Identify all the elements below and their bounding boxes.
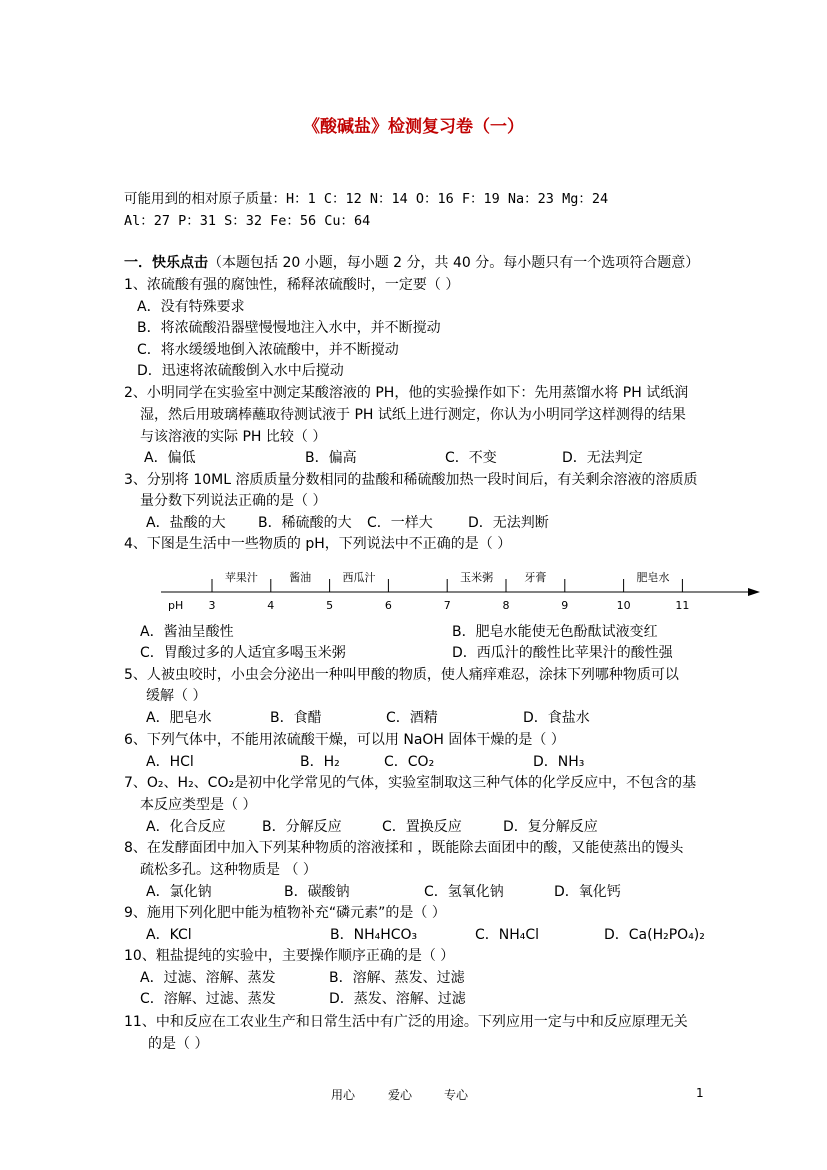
ph-axis-arrow <box>748 588 760 596</box>
question-6-option-b: B．H₂ <box>300 754 340 770</box>
section-heading-row <box>124 254 699 272</box>
ph-tick-label: 9 <box>561 599 569 612</box>
question-7-line2: 本反应类型是（ ） <box>140 797 257 813</box>
atomic-masses-line2: Al：27 P：31 S：32 Fe：56 Cu：64 <box>124 213 371 229</box>
question-1-option-d: D．迅速将浓硫酸倒入水中后搅动 <box>137 363 344 379</box>
question-5-option-c: C．酒精 <box>386 710 438 726</box>
section-note: （本题包括 20 小题，每小题 2 分，共 40 分。每小题只有一个选项符合题意） <box>208 255 700 271</box>
question-1-option-a: A．没有特殊要求 <box>137 299 245 315</box>
question-4-option-c: C．胃酸过多的人适宜多喝玉米粥 <box>140 645 346 661</box>
question-6-stem: 6、下列气体中，不能用浓硫酸干燥，可以用 NaOH 固体干燥的是（ ） <box>124 732 565 748</box>
ph-tick-label: 11 <box>675 599 690 612</box>
footer-text-mid: 爱心 <box>388 1088 413 1102</box>
ph-tick-label: 3 <box>208 599 216 612</box>
question-5-option-d: D．食盐水 <box>523 710 590 726</box>
question-11-line1: 11、中和反应在工农业生产和日常生活中有广泛的用途。下列应用一定与中和反应原理无关 <box>124 1014 688 1030</box>
question-7-option-a: A．化合反应 <box>146 819 226 835</box>
question-4-option-d: D．西瓜汁的酸性比苹果汁的酸性强 <box>452 645 673 661</box>
question-2-option-a: A．偏低 <box>144 450 196 466</box>
page-number: 1 <box>696 1086 704 1100</box>
question-7-option-b: B．分解反应 <box>262 819 342 835</box>
question-9-option-a: A．KCl <box>146 927 192 943</box>
question-10-option-a: A．过滤、溶解、蒸发 <box>140 970 276 986</box>
question-9-option-b: B．NH₄HCO₃ <box>330 927 418 943</box>
question-7-line1: 7、O₂、H₂、CO₂是初中化学常见的气体，实验室制取这三种气体的化学反应中，不包含的基 <box>124 775 697 791</box>
ph-substance-label: 牙膏 <box>524 571 547 584</box>
question-3-option-d: D．无法判断 <box>468 515 549 531</box>
question-5-line2: 缓解（ ） <box>146 688 207 704</box>
ph-substance-label: 酱油 <box>289 571 312 584</box>
question-4-option-b: B．肥皂水能使无色酚酞试液变红 <box>452 624 658 640</box>
question-2-line2: 湿，然后用玻璃棒蘸取待测试液于 PH 试纸上进行测定，你认为小明同学这样测得的结果 <box>140 407 686 423</box>
question-4-stem: 4、下图是生活中一些物质的 pH，下列说法中不正确的是（ ） <box>124 536 512 552</box>
question-6-option-d: D．NH₃ <box>533 754 585 770</box>
question-2-line3: 与该溶液的实际 PH 比较（ ） <box>140 429 327 445</box>
ph-tick-label: 6 <box>384 599 392 612</box>
atomic-masses-line1: 可能用到的相对原子质量：H：1 C：12 N：14 O：16 F：19 Na：23 Mg：24 <box>124 191 609 207</box>
question-1-option-c: C．将水缓缓地倒入浓硫酸中，并不断搅动 <box>137 342 399 358</box>
question-5-option-b: B．食醋 <box>270 710 322 726</box>
question-4-option-a: A．酱油呈酸性 <box>140 624 234 640</box>
question-3-line2: 量分数下列说法正确的是（ ） <box>140 493 327 509</box>
ph-substance-label: 肥皂水 <box>636 571 670 584</box>
page-title: 《酸碱盐》检测复习卷（一） <box>303 117 524 137</box>
question-7-option-c: C．置换反应 <box>382 819 462 835</box>
ph-tick-label: 10 <box>616 599 631 612</box>
question-3-option-b: B．稀硫酸的大 <box>258 515 352 531</box>
question-8-option-c: C．氢氧化钠 <box>424 884 504 900</box>
footer-text-left: 用心 <box>331 1088 356 1102</box>
question-2-option-d: D．无法判定 <box>562 450 643 466</box>
question-3-line1: 3、分别将 10ML 溶质质量分数相同的盐酸和稀硫酸加热一段时间后，有关剩余溶液的溶质质 <box>124 472 698 488</box>
question-8-line2: 疏松多孔。这种物质是 （ ） <box>140 862 317 878</box>
question-9-option-d: D．Ca(H₂PO₄)₂ <box>604 927 705 943</box>
question-7-option-d: D．复分解反应 <box>503 819 598 835</box>
question-2-option-c: C．不变 <box>445 450 497 466</box>
question-8-option-a: A．氯化钠 <box>146 884 212 900</box>
ph-substance-label: 西瓜汁 <box>342 571 376 584</box>
question-6-option-a: A．HCl <box>146 754 194 770</box>
ph-tick-label: 4 <box>267 599 275 612</box>
question-5-line1: 5、人被虫咬时，小虫会分泌出一种叫甲酸的物质，使人痛痒难忍，涂抹下列哪种物质可以 <box>124 667 679 683</box>
question-10-option-d: D．蒸发、溶解、过滤 <box>329 991 466 1007</box>
ph-axis-label: pH <box>168 599 184 612</box>
question-10-option-c: C．溶解、过滤、蒸发 <box>140 991 276 1007</box>
question-2-option-b: B．偏高 <box>305 450 357 466</box>
question-3-option-a: A．盐酸的大 <box>146 515 226 531</box>
question-8-option-b: B．碳酸钠 <box>284 884 350 900</box>
question-9-stem: 9、施用下列化肥中能为植物补充“磷元素”的是（ ） <box>124 905 446 921</box>
question-1-stem: 1、浓硫酸有强的腐蚀性，稀释浓硫酸时，一定要（ ） <box>124 277 460 293</box>
section-heading: 一．快乐点击 <box>124 255 208 271</box>
ph-substance-label: 苹果汁 <box>224 571 258 584</box>
question-11-line2: 的是（ ） <box>148 1036 209 1052</box>
question-9-option-c: C．NH₄Cl <box>475 927 540 943</box>
question-8-option-d: D．氧化钙 <box>554 884 621 900</box>
question-10-stem: 10、粗盐提纯的实验中，主要操作顺序正确的是（ ） <box>124 948 455 964</box>
question-10-option-b: B．溶解、蒸发、过滤 <box>329 970 465 986</box>
question-6-option-c: C．CO₂ <box>384 754 435 770</box>
question-8-line1: 8、在发酵面团中加入下列某种物质的溶液揉和 ，既能除去面团中的酸，又能使蒸出的馒头 <box>124 840 684 856</box>
question-3-option-c: C．一样大 <box>367 515 433 531</box>
footer-text-right: 专心 <box>444 1088 469 1102</box>
ph-tick-label: 5 <box>326 599 334 612</box>
question-1-option-b: B．将浓硫酸沿器壁慢慢地注入水中，并不断搅动 <box>137 320 441 336</box>
ph-substance-label: 玉米粥 <box>460 571 494 584</box>
question-2-line1: 2、小明同学在实验室中测定某酸溶液的 PH，他的实验操作如下：先用蒸馏水将 PH 试纸润 <box>124 385 689 401</box>
ph-tick-label: 8 <box>502 599 510 612</box>
question-5-option-a: A．肥皂水 <box>146 710 212 726</box>
ph-tick-label: 7 <box>443 599 451 612</box>
